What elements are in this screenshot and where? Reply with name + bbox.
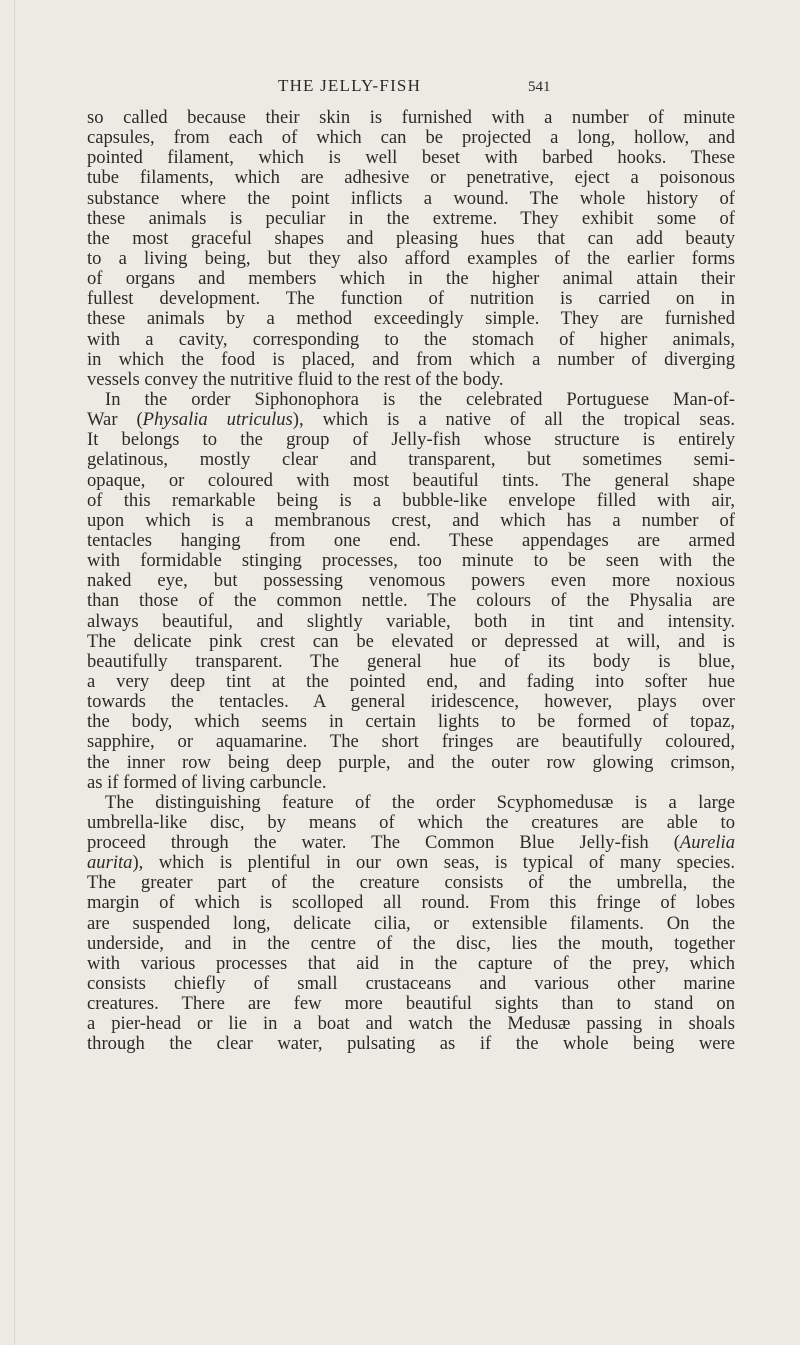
text-line: tentacles hanging from one end. These appendages are armed [87, 529, 735, 551]
text-line: proceed through the water. The Common Blue Jelly-fish (Aurelia [87, 832, 735, 854]
text-line: upon which is a membranous crest, and which has a number of [87, 509, 735, 531]
text-line: War (Physalia utriculus), which is a native of all the tropical seas. [87, 409, 735, 431]
text-line: through the clear water, pulsating as if the whole being were [87, 1033, 735, 1055]
text-line: in which the food is placed, and from which a number of diverging [87, 348, 735, 370]
text-line: sapphire, or aquamarine. The short fringes are beautifully coloured, [87, 731, 735, 753]
text-line: fullest development. The function of nutrition is carried on in [87, 288, 735, 310]
text-line: as if formed of living carbuncle. [87, 771, 327, 793]
text-line: these animals by a method exceedingly simple. They are furnished [87, 308, 735, 330]
page-number: 541 [528, 79, 551, 95]
text-line: pointed filament, which is well beset with barbed hooks. These [87, 147, 735, 169]
page-edge-shadow [14, 0, 15, 1345]
body-text [87, 108, 735, 1055]
text-line: with various processes that aid in the capture of the prey, which [87, 952, 735, 974]
text-line: substance where the point inflicts a wound. The whole history of [87, 187, 735, 209]
text-line: the body, which seems in certain lights to be formed of topaz, [87, 711, 735, 733]
running-head [0, 76, 800, 100]
text-line: creatures. There are few more beautiful sights than to stand on [87, 993, 735, 1015]
text-line: In the order Siphonophora is the celebrated Portuguese Man-of- [105, 388, 735, 410]
text-line: a pier-head or lie in a boat and watch the Medusæ passing in shoals [87, 1013, 735, 1035]
text-line: with formidable stinging processes, too minute to be seen with the [87, 550, 735, 572]
text-line: the most graceful shapes and pleasing hues that can add beauty [87, 227, 735, 249]
text-line: a very deep tint at the pointed end, and fading into softer hue [87, 670, 735, 692]
text-line: vessels convey the nutritive fluid to the rest of the body. [87, 368, 504, 390]
text-line: The delicate pink crest can be elevated or depressed at will, and is [87, 630, 735, 652]
text-line: towards the tentacles. A general iridescence, however, plays over [87, 691, 735, 713]
running-title: THE JELLY-FISH [278, 76, 422, 95]
text-line: aurita), which is plentiful in our own seas, is typical of many species. [87, 852, 735, 874]
text-line: consists chiefly of small crustaceans and various other marine [87, 973, 735, 995]
text-line: opaque, or coloured with most beautiful tints. The general shape [87, 469, 735, 491]
text-line: The distinguishing feature of the order Scyphomedusæ is a large [105, 791, 735, 813]
text-line: are suspended long, delicate cilia, or extensible filaments. On the [87, 912, 735, 934]
text-line: It belongs to the group of Jelly-fish whose structure is entirely [87, 429, 735, 451]
text-line: to a living being, but they also afford examples of the earlier forms [87, 247, 735, 269]
text-line: capsules, from each of which can be projected a long, hollow, and [87, 127, 735, 149]
text-line: tube filaments, which are adhesive or penetrative, eject a poisonous [87, 167, 735, 189]
text-line: so called because their skin is furnished with a number of minute [87, 107, 735, 128]
text-line: of this remarkable being is a bubble-like envelope filled with air, [87, 489, 735, 511]
text-line: The greater part of the creature consists of the umbrella, the [87, 872, 735, 894]
text-line: beautifully transparent. The general hue of its body is blue, [87, 650, 735, 672]
text-line: margin of which is scolloped all round. From this fringe of lobes [87, 892, 735, 914]
text-line: underside, and in the centre of the disc, lies the mouth, together [87, 932, 735, 954]
text-line: of organs and members which in the higher animal attain their [87, 268, 735, 290]
text-line: gelatinous, mostly clear and transparent, but sometimes semi- [87, 449, 735, 471]
text-line: umbrella-like disc, by means of which the creatures are able to [87, 811, 735, 833]
text-line: than those of the common nettle. The colours of the Physalia are [87, 590, 735, 612]
text-line: always beautiful, and slightly variable, both in tint and intensity. [87, 610, 735, 632]
text-line: with a cavity, corresponding to the stomach of higher animals, [87, 328, 735, 350]
text-line: naked eye, but possessing venomous powers even more noxious [87, 570, 735, 592]
text-line: the inner row being deep purple, and the outer row glowing crimson, [87, 751, 735, 773]
text-line: these animals is peculiar in the extreme. They exhibit some of [87, 207, 735, 229]
